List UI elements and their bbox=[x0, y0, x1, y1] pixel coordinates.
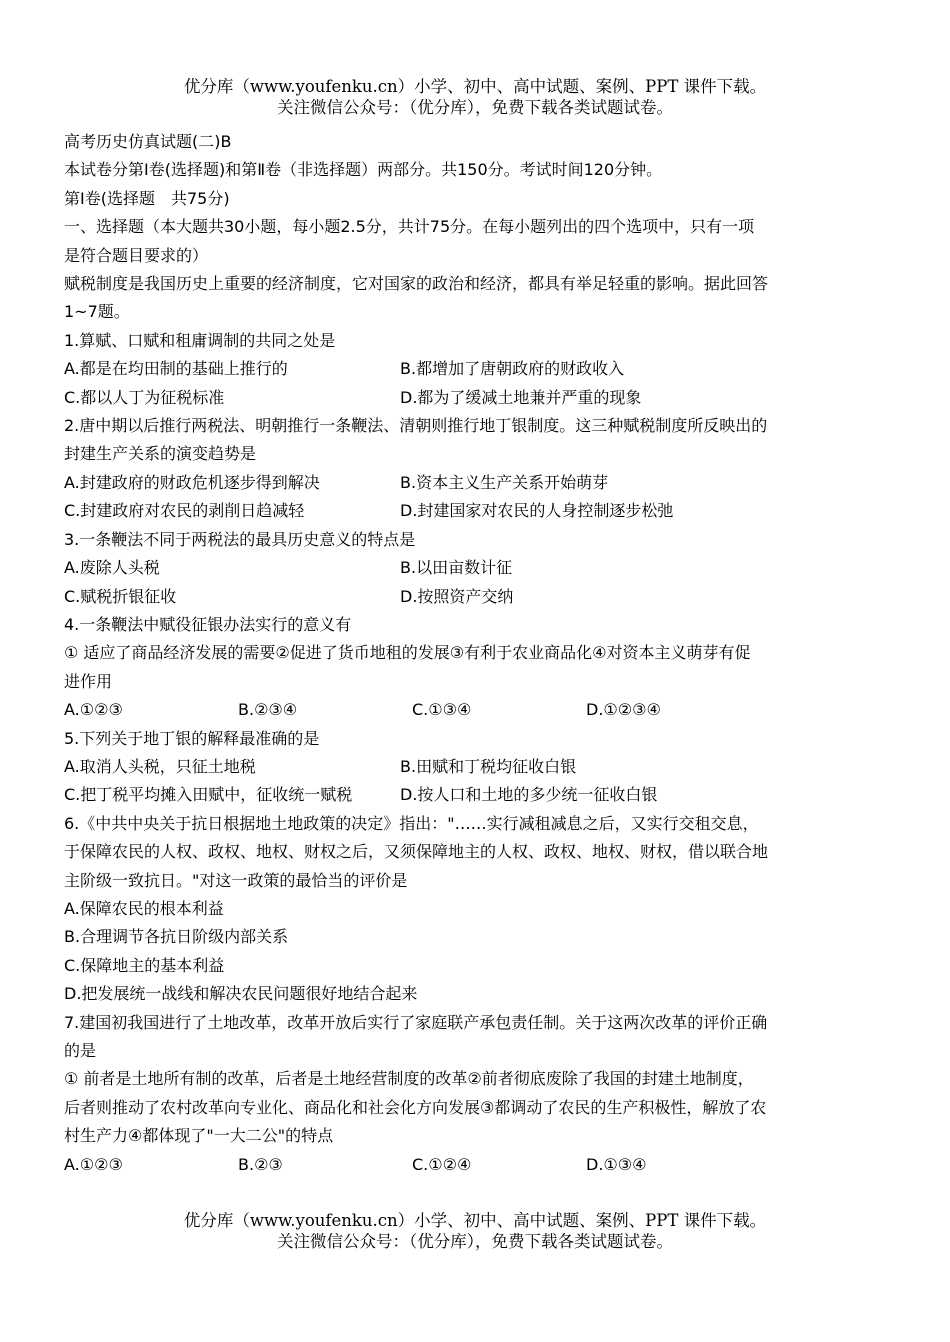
option-c: C.都以人丁为征税标准 bbox=[64, 387, 225, 407]
option-c: C.①③④ bbox=[412, 700, 472, 720]
option-c: C.保障地主的基本利益 bbox=[64, 955, 225, 975]
question-5-options-row-1 bbox=[64, 753, 874, 781]
question-1-options-row-1 bbox=[64, 355, 874, 383]
question-2-stem-1: 2.唐中期以后推行两税法、明朝推行一条鞭法、清朝则推行地丁银制度。这三种赋税制度所反映出的 bbox=[64, 416, 768, 436]
footer-line-2: 关注微信公众号：（优分库），免费下载各类试题试卷。 bbox=[277, 1232, 673, 1251]
exam-intro: 本试卷分第Ⅰ卷(选择题)和第Ⅱ卷（非选择题）两部分。共150分。考试时间120分钟。 bbox=[64, 160, 663, 180]
question-6-stem-1: 6.《中共中央关于抗日根据地土地政策的决定》指出："……实行减租减息之后，又实行交租交息， bbox=[64, 813, 759, 833]
option-d: D.按人口和土地的多少统一征收白银 bbox=[400, 785, 658, 805]
question-6-stem-2: 于保障农民的人权、政权、地权、财权之后，又须保障地主的人权、政权、地权、财权，借以联合地 bbox=[64, 842, 769, 862]
exam-title: 高考历史仿真试题(二)B bbox=[64, 132, 232, 151]
footer-banner bbox=[0, 1210, 950, 1252]
option-b: B.资本主义生产关系开始萌芽 bbox=[400, 472, 609, 492]
option-a: A.封建政府的财政危机逐步得到解决 bbox=[64, 472, 320, 492]
exam-content bbox=[64, 128, 874, 1179]
section-instructions-1: 一、选择题（本大题共30小题，每小题2.5分，共计75分。在每小题列出的四个选项中，只有一项 bbox=[64, 217, 755, 237]
option-b: B.合理调节各抗日阶级内部关系 bbox=[64, 927, 289, 947]
part-heading: 第Ⅰ卷(选择题 共75分) bbox=[64, 188, 230, 208]
option-a: A.废除人头税 bbox=[64, 558, 160, 578]
question-7-items-3: 村生产力④都体现了"一大二公"的特点 bbox=[64, 1126, 334, 1146]
header-banner bbox=[0, 76, 950, 118]
option-c: C.封建政府对农民的剥削日趋减轻 bbox=[64, 501, 305, 521]
option-b: B.②③④ bbox=[238, 700, 298, 720]
option-a: A.①②③ bbox=[64, 700, 123, 720]
option-b: B.田赋和丁税均征收白银 bbox=[400, 756, 577, 776]
option-d: D.把发展统一战线和解决农民问题很好地结合起来 bbox=[64, 984, 418, 1004]
question-3-options-row-2 bbox=[64, 583, 874, 611]
option-d: D.封建国家对农民的人身控制逐步松弛 bbox=[400, 501, 674, 521]
question-2-stem-2: 封建生产关系的演变趋势是 bbox=[64, 444, 257, 464]
header-line-1: 优分库（www.youfenku.cn）小学、初中、高中试题、案例、PPT 课件下载。 bbox=[183, 77, 767, 96]
footer-line-1: 优分库（www.youfenku.cn）小学、初中、高中试题、案例、PPT 课件下载。 bbox=[183, 1211, 767, 1230]
question-4-items-2: 进作用 bbox=[64, 671, 113, 691]
section-instructions-2: 是符合题目要求的） bbox=[64, 245, 209, 265]
option-a: A.①②③ bbox=[64, 1154, 123, 1174]
question-1-stem: 1.算赋、口赋和租庸调制的共同之处是 bbox=[64, 330, 336, 350]
option-a: A.保障农民的根本利益 bbox=[64, 898, 224, 918]
question-3-stem: 3.一条鞭法不同于两税法的最具历史意义的特点是 bbox=[64, 529, 416, 549]
question-7-items-1: ① 前者是土地所有制的改革，后者是土地经营制度的改革②前者彻底废除了我国的封建土地制度， bbox=[64, 1069, 754, 1089]
passage-2: 1~7题。 bbox=[64, 302, 130, 322]
option-a: A.都是在均田制的基础上推行的 bbox=[64, 359, 288, 379]
question-5-stem: 5.下列关于地丁银的解释最准确的是 bbox=[64, 728, 320, 748]
question-2-options-row-2 bbox=[64, 497, 874, 525]
question-4-items-1: ① 适应了商品经济发展的需要②促进了货币地租的发展③有利于农业商品化④对资本主义萌芽有促 bbox=[64, 643, 751, 663]
question-7-stem-2: 的是 bbox=[64, 1041, 97, 1060]
option-a: A.取消人头税，只征土地税 bbox=[64, 756, 256, 776]
question-3-options-row-1 bbox=[64, 554, 874, 582]
question-7-stem-1: 7.建国初我国进行了土地改革，改革开放后实行了家庭联产承包责任制。关于这两次改革的评价正确 bbox=[64, 1012, 768, 1032]
question-4-stem: 4.一条鞭法中赋役征银办法实行的意义有 bbox=[64, 614, 352, 634]
option-c: C.赋税折银征收 bbox=[64, 586, 177, 606]
passage-1: 赋税制度是我国历史上重要的经济制度，它对国家的政治和经济，都具有举足轻重的影响。据此回答 bbox=[64, 274, 769, 294]
question-2-options-row-1 bbox=[64, 469, 874, 497]
question-7-options bbox=[64, 1151, 874, 1179]
option-c: C.①②④ bbox=[412, 1154, 472, 1174]
option-d: D.①③④ bbox=[586, 1154, 647, 1174]
option-c: C.把丁税平均摊入田赋中，征收统一赋税 bbox=[64, 785, 353, 805]
question-6-stem-3: 主阶级一致抗日。"对这一政策的最恰当的评价是 bbox=[64, 870, 408, 890]
option-b: B.以田亩数计征 bbox=[400, 558, 513, 578]
question-4-options bbox=[64, 696, 874, 724]
option-b: B.②③ bbox=[238, 1154, 283, 1174]
option-b: B.都增加了唐朝政府的财政收入 bbox=[400, 359, 625, 379]
question-5-options-row-2 bbox=[64, 781, 874, 809]
option-d: D.按照资产交纳 bbox=[400, 586, 514, 606]
option-d: D.①②③④ bbox=[586, 700, 661, 720]
option-d: D.都为了缓减土地兼并严重的现象 bbox=[400, 387, 642, 407]
header-line-2: 关注微信公众号：（优分库），免费下载各类试题试卷。 bbox=[277, 98, 673, 117]
question-1-options-row-2 bbox=[64, 384, 874, 412]
question-7-items-2: 后者则推动了农村改革向专业化、商品化和社会化方向发展③都调动了农民的生产积极性，解放了农 bbox=[64, 1097, 767, 1117]
